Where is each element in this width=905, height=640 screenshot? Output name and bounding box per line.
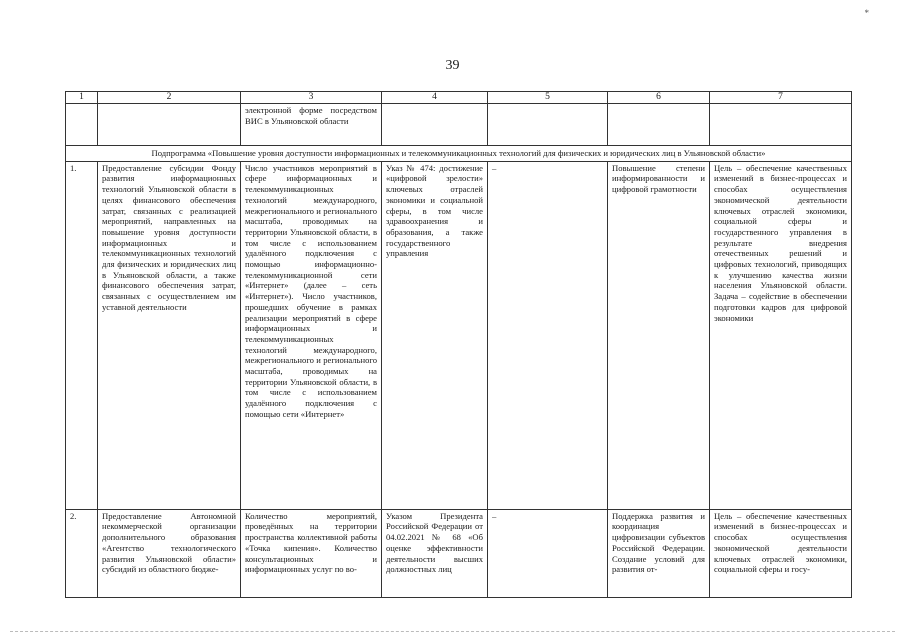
goal-cell: [710, 509, 852, 597]
result-cell: Повышение степени информированности и цифровой грамотности: [608, 161, 710, 509]
table-cell: электронной форме посредством ВИС в Ульяновской области: [241, 104, 382, 146]
measure-text: Предоставление Автономной некоммерческой организации дополнительного образования «Агентство технологического развития Ульяновской области» субсидий из областного бюдже-: [102, 510, 236, 575]
table-cell: [710, 104, 852, 146]
indicator-cell: Число участников мероприятий в сфере информационных и телекоммуникационных технологий международного, межрегионального и регионального масштаба, проводимых на территории Ульяновской области, в том числе с использованием удалённого подключения с помощью информационно-телекоммуникационной сети «Интернет» (далее – сеть «Интернет»). Число участников, прошедших обучение в рамках реализации мероприятий в сфере информационных и телекоммуникационных технологий международного, межрегионального и регионального масштаба, проводимых на территории Ульяновской области, в том числе с использованием удалённого подключения с помощью сети «Интернет»: [241, 161, 382, 509]
header-cell: 6: [608, 92, 710, 104]
measure-cell: Предоставление субсидии Фонду развития информационных технологий Ульяновской области в целях финансового обеспечения затрат, связанных с реализацией мероприятий, направленных на повышение уровня доступности информационных и телекоммуникационных технологий для физических и юридических лиц в Ульяновской области, а также финансового обеспечения затрат, связанных с осуществлением им уставной деятельности: [98, 161, 241, 509]
continuation-row: [66, 104, 852, 146]
table-cell: [98, 104, 241, 146]
goal-cell: Цель – обеспечение качественных изменений в бизнес-процессах и способах осуществления экономической деятельности ключевых отраслей экономики, социальной сферы и государственного управления в результате внедрения отечественных решений и цифровых технологий, приводящих к улучшению качества жизни населения Ульяновской области. Задача – содействие в обеспечении подготовки кадров для цифровой экономики: [710, 161, 852, 509]
result-cell: [608, 509, 710, 597]
row-number: 2.: [66, 509, 98, 597]
subprogram-row: [66, 146, 852, 162]
row-number: 1.: [66, 161, 98, 509]
decree-text: Указом Президента Российской Федерации от 04.02.2021 № 68 «Об оценке эффективности деятельности высших должностных лиц: [386, 510, 483, 575]
table-cell: [66, 104, 98, 146]
page-number: 39: [445, 58, 460, 73]
table-cell: [382, 104, 488, 146]
indicator-cell: [241, 509, 382, 597]
table-row: [66, 161, 852, 509]
header-cell: 1: [66, 92, 98, 104]
table-cell: [488, 104, 608, 146]
decree-cell: Указ № 474: достижение «цифровой зрелости» ключевых отраслей экономики и социальной сферы, в том числе здравоохранения и образования, а также государственного управления: [382, 161, 488, 509]
table-header-row: [66, 92, 852, 104]
header-cell: 4: [382, 92, 488, 104]
scan-corner-mark: *: [864, 8, 869, 18]
decree-cell: [382, 509, 488, 597]
program-table: [65, 91, 852, 598]
goal-text: Цель – обеспечение качественных изменений в бизнес-процессах и способах осуществления экономической деятельности ключевых отраслей экономики, социальной сферы и госу-: [714, 510, 847, 575]
dash-text: –: [492, 510, 497, 521]
scan-edge-line: [10, 631, 895, 632]
indicator-text: Количество мероприятий, проведённых на территории пространства коллективной работы «Точка кипения». Количество консультационных и информационных услуг по во-: [245, 510, 377, 575]
result-text: Поддержка развития и координация цифровизации субъектов Российской Федерации. Создание условий для развития от-: [612, 510, 705, 575]
header-cell: 5: [488, 92, 608, 104]
dash-cell: –: [488, 161, 608, 509]
header-cell: 2: [98, 92, 241, 104]
subprogram-title: Подпрограмма «Повышение уровня доступности информационных и телекоммуникационных технологий для физических и юридических лиц в Ульяновской области»: [66, 146, 852, 162]
header-cell: 7: [710, 92, 852, 104]
header-cell: 3: [241, 92, 382, 104]
table-cell: [608, 104, 710, 146]
dash-cell: [488, 509, 608, 597]
table-row: [66, 509, 852, 597]
measure-cell: [98, 509, 241, 597]
